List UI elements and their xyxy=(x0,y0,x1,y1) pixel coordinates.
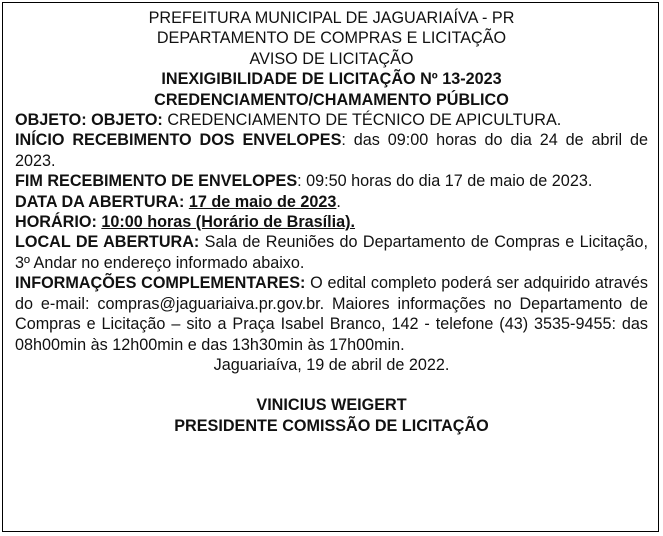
signature-role: PRESIDENTE COMISSÃO DE LICITAÇÃO xyxy=(174,416,489,435)
inicio-label: INÍCIO RECEBIMENTO DOS ENVELOPES xyxy=(15,131,342,150)
header-inexigibilidade: INEXIGIBILIDADE DE LICITAÇÃO Nº 13-2023 xyxy=(161,70,502,89)
licitacao-notice xyxy=(2,2,659,532)
fim-label: FIM RECEBIMENTO DE ENVELOPES xyxy=(15,172,298,191)
informacoes-text: O edital completo poderá ser adquirido através do e-mail: compras@jaguariaiva.pr.gov.br. Maiores informações no Departamento de Compras e Licitação – sito a Praça Isabel Branco, 142 - telefone (43) 3535-9455: das 08h00min às 12h00min e das 13h30min às 17h00min. xyxy=(15,274,648,354)
inicio-text: : das 09:00 horas do dia 24 de abril de 2023. xyxy=(15,131,648,170)
fim-text: : 09:50 horas do dia 17 de maio de 2023. xyxy=(297,172,593,191)
inicio-paragraph xyxy=(15,130,648,171)
local-text: Sala de Reuniões do Departamento de Compras e Licitação, 3º Andar no endereço informado abaixo. xyxy=(15,233,649,272)
header-credenciamento: CREDENCIAMENTO/CHAMAMENTO PÚBLICO xyxy=(154,90,509,109)
informacoes-paragraph xyxy=(15,273,648,355)
objeto-text: CREDENCIAMENTO DE TÉCNICO DE APICULTURA. xyxy=(162,111,562,130)
abertura-paragraph xyxy=(15,192,648,212)
spacer xyxy=(15,375,648,395)
horario-label: HORÁRIO: xyxy=(15,213,102,232)
horario-paragraph xyxy=(15,212,648,232)
objeto-paragraph xyxy=(15,110,648,130)
abertura-value: 17 de maio de 2023 xyxy=(188,192,337,211)
header-departamento: DEPARTAMENTO DE COMPRAS E LICITAÇÃO xyxy=(156,29,507,48)
header-aviso: AVISO DE LICITAÇÃO xyxy=(249,49,414,68)
local-label: LOCAL DE ABERTURA: xyxy=(15,233,200,252)
local-paragraph xyxy=(15,232,648,273)
abertura-suffix: . xyxy=(336,192,341,211)
header-prefeitura: PREFEITURA MUNICIPAL DE JAGUARIAÍVA - PR xyxy=(148,9,515,27)
date-line: Jaguariaíva, 19 de abril de 2022. xyxy=(213,355,450,374)
signature-name: VINICIUS WEIGERT xyxy=(256,396,407,415)
horario-value: 10:00 horas (Horário de Brasília). xyxy=(101,213,356,232)
objeto-label: OBJETO: OBJETO: xyxy=(15,111,163,130)
abertura-label: DATA DA ABERTURA: xyxy=(15,192,189,211)
informacoes-label: INFORMAÇÕES COMPLEMENTARES: xyxy=(15,274,306,293)
fim-paragraph xyxy=(15,171,648,191)
